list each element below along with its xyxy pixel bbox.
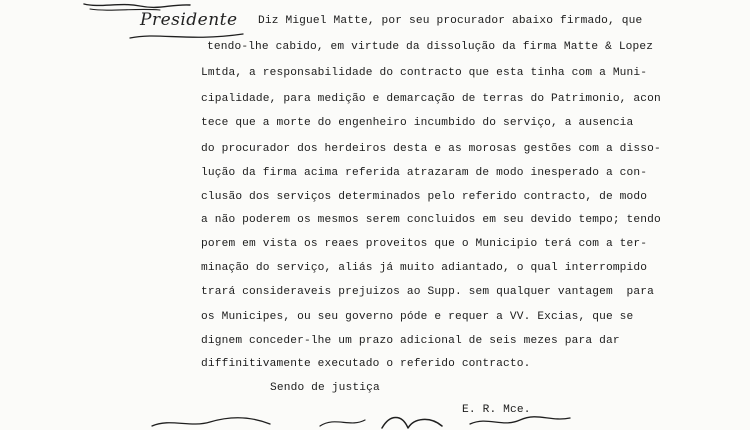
body-line-1: Diz Miguel Matte, por seu procurador abaixo firmado, que	[258, 15, 643, 27]
body-line-10: porem em vista os reaes proveitos que o Municipio terá com a ter-	[201, 238, 648, 250]
handwritten-presidente: Presidente	[140, 10, 238, 30]
body-line-11: minação do serviço, aliás já muito adiantado, o qual interrompido	[201, 262, 648, 274]
body-line-9: a não poderem os mesmos serem concluidos em seu devido tempo; tendo	[201, 214, 661, 226]
closing-justice: Sendo de justiça	[270, 382, 380, 394]
body-line-14: dignem conceder-lhe um prazo adicional de seis mezes para dar	[201, 335, 620, 347]
body-line-12: trará consideraveis prejuizos ao Supp. sem qualquer vantagem para	[201, 286, 654, 298]
body-line-13: os Municipes, ou seu governo póde e requer a VV. Excias, que se	[201, 311, 634, 323]
handwritten-signature-bottom	[150, 412, 590, 430]
body-line-3: Lmtda, a responsabilidade do contracto que esta tinha com a Muni-	[201, 67, 648, 79]
body-line-6: do procurador dos herdeiros desta e as morosas gestões com a disso-	[201, 143, 661, 155]
body-line-7: lução da firma acima referida atrazaram de modo inesperado a con-	[201, 167, 648, 179]
body-line-2: tendo-lhe cabido, em virtude da dissolução da firma Matte & Lopez	[207, 41, 654, 53]
body-line-5: tece que a morte do engenheiro incumbido do serviço, a ausencia	[201, 117, 634, 129]
closing-abbrev: E. R. Mce.	[462, 404, 531, 416]
body-line-15: diffinitivamente executado o referido contracto.	[201, 358, 531, 370]
body-line-4: cipalidade, para medição e demarcação de terras do Patrimonio, acon	[201, 93, 661, 105]
body-line-8: clusão dos serviços determinados pelo referido contracto, de modo	[201, 191, 648, 203]
